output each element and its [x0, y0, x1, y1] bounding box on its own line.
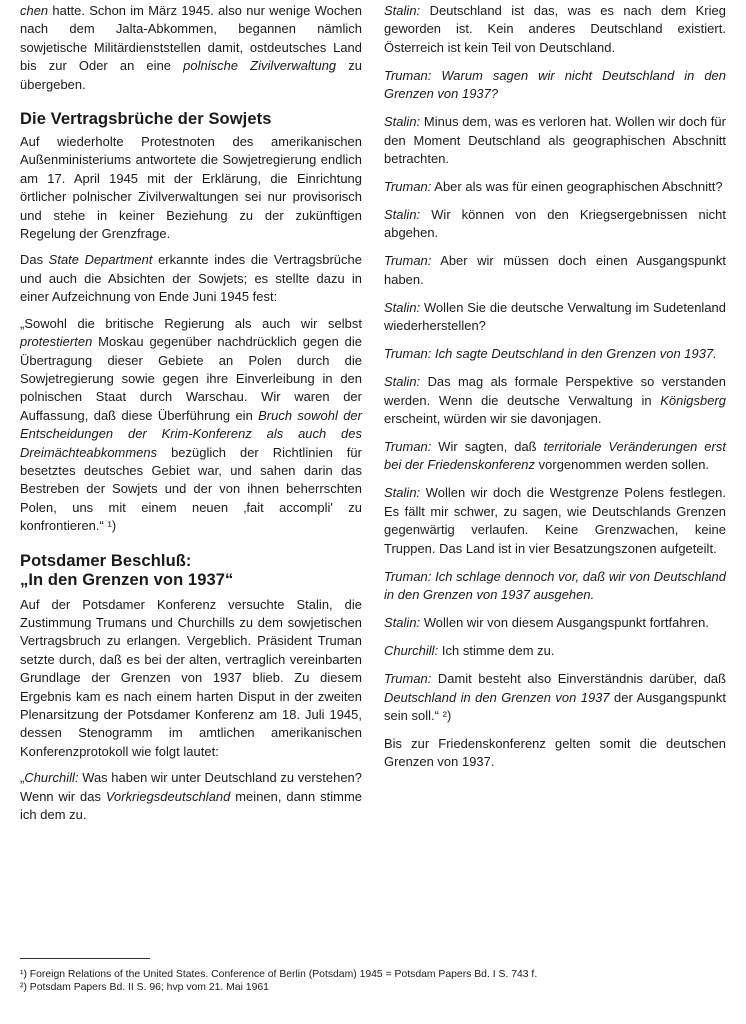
text-run: Wollen Sie die deutsche Verwaltung im Sudetenland wiederherstellen?: [384, 299, 726, 334]
text-run: meinen, dann stimme ich dem zu.: [20, 788, 362, 823]
dialogue-line: [384, 568, 726, 605]
dialogue-line: [384, 642, 726, 660]
heading-line-2: „In den Grenzen von 1937“: [20, 570, 234, 589]
text-run: „: [20, 770, 25, 786]
text-run: Bis zur Friedenskonferenz gelten somit die deutschen Grenzen von 1937.: [384, 735, 726, 770]
text-run: hatte. Schon im März 1945. also nur wenige Wochen nach dem Jalta-Abkommen, begannen nämlich sowjetische Militärdienststellen damit, ostdeutsches Land bis zur Oder an eine: [20, 3, 362, 74]
italic-run: Stalin:: [384, 114, 421, 130]
right-column: [384, 2, 726, 781]
text-run: Aber wir müssen doch einen Ausgangspunkt haben.: [384, 253, 726, 287]
text-run: erscheint, würden wir sie davonjagen.: [384, 411, 602, 427]
text-run: Das mag als formale Perspektive so verstanden werden. Wenn die deutsche Verwaltung in: [384, 374, 726, 408]
italic-run: Truman: Warum sagen wir nicht Deutschland in den Grenzen von 1937?: [384, 67, 726, 102]
italic-run: protestierten: [20, 334, 93, 350]
footnote-1: ¹) Foreign Relations of the United States. Conference of Berlin (Potsdam) 1945 = Potsdam Papers Bd. I S. 743 f.: [20, 969, 538, 980]
italic-run: Stalin:: [384, 299, 421, 315]
italic-run: polnische Zivilverwaltung: [183, 58, 337, 74]
paragraph-state-department: [20, 251, 362, 306]
heading-line-1: Potsdamer Beschluß:: [20, 551, 192, 570]
paragraph-conclusion: [384, 735, 726, 772]
dialogue-line: [384, 67, 726, 104]
dialogue-line: [384, 484, 726, 558]
text-run: Moskau gegenüber nachdrücklich gegen die Übertragung dieser Gebiete an Polen durch die Sowjetregierung sowie gegen ihre Einverleibung in den polnischen Staat durch Warschau. Wir waren der Auffassung, daß diese Überführung ein: [20, 334, 362, 423]
italic-run: Truman: Ich schlage dennoch vor, daß wir von Deutschland in den Grenzen von 1937 ausgehen.: [384, 568, 726, 603]
dialogue-line: [384, 206, 726, 243]
dialogue-line: [384, 670, 726, 725]
dialogue-line: [384, 345, 726, 363]
text-run: der Ausgangspunkt sein soll.“ ²): [384, 689, 726, 723]
text-run: Was haben wir unter Deutschland zu verstehen? Wenn wir das: [20, 770, 362, 804]
paragraph-churchill-quote: [20, 769, 362, 824]
italic-run: Stalin:: [384, 3, 421, 18]
text-run: Aber als was für einen geographischen Abschnitt?: [431, 179, 723, 195]
paragraph-continuation: [20, 2, 362, 94]
text-run: Das: [20, 252, 49, 268]
dialogue-line: [384, 252, 726, 289]
text-run: Damit besteht also Einverständnis darüber, daß: [431, 671, 726, 687]
footnote-2: ²) Potsdam Papers Bd. II S. 96; hvp vom 21. Mai 1961: [20, 981, 269, 993]
italic-run: Stalin:: [384, 207, 421, 223]
text-run: Wir sagten, daß: [431, 439, 544, 455]
italic-run: Stalin:: [384, 374, 421, 390]
dialogue-line: [384, 2, 726, 57]
italic-run: Churchill:: [384, 643, 439, 659]
text-run: Deutschland ist das, was es nach dem Krieg geworden ist. Kein anderes Deutschland existiert. Österreich ist kein Teil von Deutschland.: [384, 3, 726, 55]
text-run: Minus dem, was es verloren hat. Wollen wir doch für den Moment Deutschland als geographischen Abschnitt betrachten.: [384, 114, 726, 167]
paragraph-quote-britische-regierung: [20, 315, 362, 536]
section-heading-vertragsbrueche: Die Vertragsbrüche der Sowjets: [20, 110, 272, 129]
dialogue-line: [384, 614, 726, 632]
italic-run: chen: [20, 3, 49, 18]
dialogue-line: [384, 373, 726, 428]
italic-run: Vorkriegsdeutschland: [105, 788, 231, 804]
italic-run: Truman:: [384, 253, 432, 269]
italic-run: State Department: [48, 252, 153, 268]
italic-run: Königsberg: [660, 392, 726, 408]
left-column: [20, 2, 362, 832]
text-run: Auf wiederholte Protestnoten des amerikanischen Außenministeriums antwortete die Sowjetregierung endlich am 17. April 1945 mit der Erklärung, die Einrichtung örtlicher polnischer Zivilverwaltungen sei nur provisorisch und stehe in keiner Beziehung zu der zukünftigen Regelung der Grenzfrage.: [20, 134, 362, 242]
italic-run: Stalin:: [384, 615, 421, 631]
text-run: Wollen wir doch die Westgrenze Polens festlegen. Es fällt mir schwer, zu sagen, wie Deutschlands Grenzen gegenwärtig verlaufen. Keine Grenzwachen, keine Truppen. Das Land ist in vier Besatzungszonen aufgeteilt.: [384, 485, 726, 556]
italic-run: Stalin:: [384, 485, 421, 501]
paragraph-protestnoten: [20, 133, 362, 243]
italic-run: Truman:: [384, 179, 432, 195]
paragraph-potsdamer-konferenz: [20, 596, 362, 762]
dialogue-line: [384, 438, 726, 475]
text-run: bezüglich der Richtlinien für besetztes deutsches Gebiet war, und sahen darin das Bestreben der Sowjets und der von ihnen beherrschten Polen, uns mit einem neuen ‚fait accompli' zu konfrontieren.“ ¹): [20, 444, 362, 534]
text-run: Ich stimme dem zu.: [438, 643, 555, 659]
italic-run: Truman:: [384, 671, 432, 687]
text-run: Auf der Potsdamer Konferenz versuchte Stalin, die Zustimmung Trumans und Churchills zu dem sowjetischen Vertragsbruch zu erlangen. Vergeblich. Präsident Truman setzte durch, daß es bei der alten, vertraglich vereinbarten Grundlage der Grenzen von 1937 blieb. Zu diesem Ergebnis kam es nach einem harten Disput in der zweiten Plenarsitzung der Potsdamer Konferenz am 18. Juli 1945, dessen Stenogramm im amtlichen amerikanischen Konferenzprotokoll wie folgt lautet:: [20, 596, 362, 759]
italic-run: Bruch sowohl der Entscheidungen der Krim-Konferenz als auch des Dreimächteabkommens: [20, 407, 362, 460]
text-run: erkannte indes die Vertragsbrüche und auch die Absichten der Sowjets; es stellte dazu in einer Aufzeichnung von Ende Juni 1945 fest:: [20, 252, 362, 305]
italic-run: Deutschland in den Grenzen von 1937: [384, 689, 610, 705]
dialogue-line: [384, 178, 726, 196]
footnotes: [20, 958, 726, 994]
text-run: Wollen wir von diesem Ausgangspunkt fortfahren.: [420, 615, 709, 631]
footnote-divider: [20, 958, 150, 959]
italic-run: Truman:: [384, 439, 432, 455]
dialogue-line: [384, 299, 726, 336]
text-run: zu übergeben.: [20, 58, 362, 92]
italic-run: Truman: Ich sagte Deutschland in den Grenzen von 1937.: [384, 346, 717, 362]
text-run: vorgenommen werden sollen.: [535, 457, 710, 473]
dialogue-line: [384, 113, 726, 168]
text-run: „Sowohl die britische Regierung als auch wir selbst: [20, 315, 362, 331]
italic-run: territoriale Veränderungen erst bei der Friedenskonferenz: [384, 439, 726, 473]
section-heading-potsdamer-beschluss: [20, 552, 362, 590]
italic-run: Churchill:: [24, 770, 79, 786]
text-run: Wir können von den Kriegsergebnissen nicht abgehen.: [384, 207, 726, 241]
